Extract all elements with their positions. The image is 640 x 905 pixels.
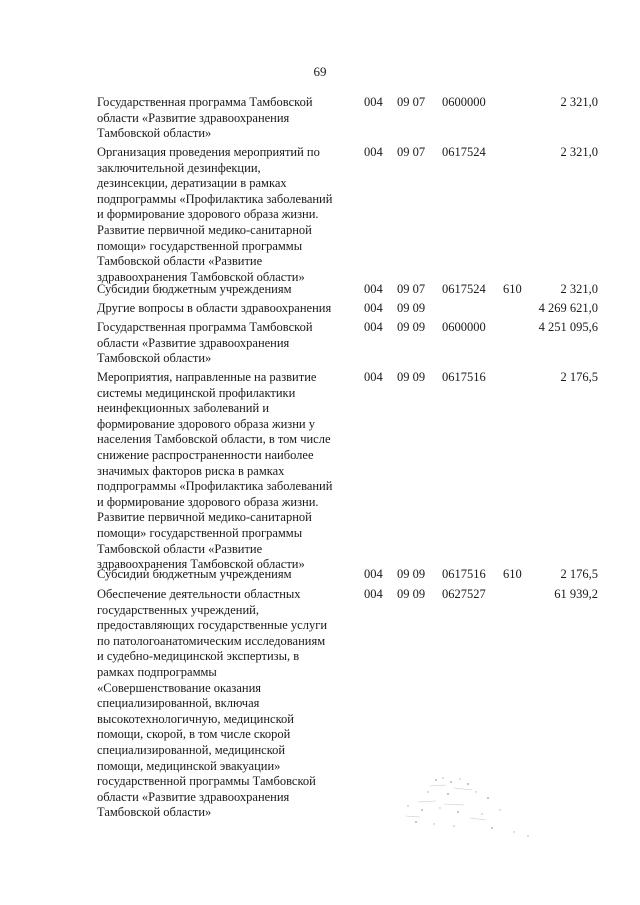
amount: 4 269 621,0 xyxy=(538,301,598,315)
target-code: 0600000 xyxy=(442,95,486,109)
amount: 2 321,0 xyxy=(560,95,598,109)
amount: 2 176,5 xyxy=(560,567,598,581)
row-name: Мероприятия, направленные на развитие системы медицинской профилактики неинфекционных заболеваний и формирование здорового образа жизни у населения Тамбовской области, в том числе снижение распространенности наиболее значимых факторов риска в рамках подпрограммы «Профилактика заболеваний и формирование здорового образа жизни. Развитие первичной медико-санитарной помощи» государственной программы Тамбовской области «Развитие здравоохранения Тамбовской области» xyxy=(97,370,333,572)
target-code: 0617516 xyxy=(442,370,486,384)
ministry-code: 004 xyxy=(364,320,383,334)
amount: 2 321,0 xyxy=(560,282,598,296)
section-code: 09 07 xyxy=(397,282,426,296)
target-code: 0627527 xyxy=(442,587,486,601)
section-code: 09 09 xyxy=(397,567,426,581)
section-code: 09 09 xyxy=(397,587,426,601)
row-name: Организация проведения мероприятий по заключительной дезинфекции, дезинсекции, дератизации в рамках подпрограммы «Профилактика заболеваний и формирование здорового образа жизни. Развитие первичной медико-санитарной помощи» государственной программы Тамбовской области «Развитие здравоохранения Тамбовской области» xyxy=(97,145,333,284)
target-code: 0617524 xyxy=(442,145,486,159)
section-code: 09 07 xyxy=(397,95,426,109)
page-number: 69 xyxy=(313,64,327,79)
target-code: 0617516 xyxy=(442,567,486,581)
row-name: Субсидии бюджетным учреждениям xyxy=(97,567,292,581)
row-name: Государственная программа Тамбовской области «Развитие здравоохранения Тамбовской области» xyxy=(97,95,313,141)
expense-type-code: 610 xyxy=(503,567,522,581)
ministry-code: 004 xyxy=(364,145,383,159)
row-name: Другие вопросы в области здравоохранения xyxy=(97,301,332,315)
target-code: 0617524 xyxy=(442,282,486,296)
section-code: 09 09 xyxy=(397,301,426,315)
ministry-code: 004 xyxy=(364,587,383,601)
ministry-code: 004 xyxy=(364,95,383,109)
section-code: 09 09 xyxy=(397,370,426,384)
section-code: 09 07 xyxy=(397,145,426,159)
section-code: 09 09 xyxy=(397,320,426,334)
row-name: Обеспечение деятельности областных государственных учреждений, предоставляющих государственные услуги по патологоанатомическим исследованиям и судебно-медицинской экспертизы, в рамках подпрограммы «Совершенствование оказания специализированной, включая высокотехнологичную, медицинской помощи, скорой, в том числе скорой специализированной, медицинской помощи, медицинской эвакуации» государственной программы Тамбовской области «Развитие здравоохранения Тамбовской области» xyxy=(97,587,328,820)
ministry-code: 004 xyxy=(364,370,383,384)
target-code: 0600000 xyxy=(442,320,486,334)
ministry-code: 004 xyxy=(364,282,383,296)
amount: 4 251 095,6 xyxy=(538,320,598,334)
row-name: Субсидии бюджетным учреждениям xyxy=(97,282,292,296)
amount: 2 176,5 xyxy=(560,370,598,384)
amount: 61 939,2 xyxy=(554,587,598,601)
ministry-code: 004 xyxy=(364,567,383,581)
faint-stamp-marks xyxy=(388,770,538,840)
ministry-code: 004 xyxy=(364,301,383,315)
amount: 2 321,0 xyxy=(560,145,598,159)
row-name: Государственная программа Тамбовской области «Развитие здравоохранения Тамбовской области» xyxy=(97,320,313,366)
expense-type-code: 610 xyxy=(503,282,522,296)
